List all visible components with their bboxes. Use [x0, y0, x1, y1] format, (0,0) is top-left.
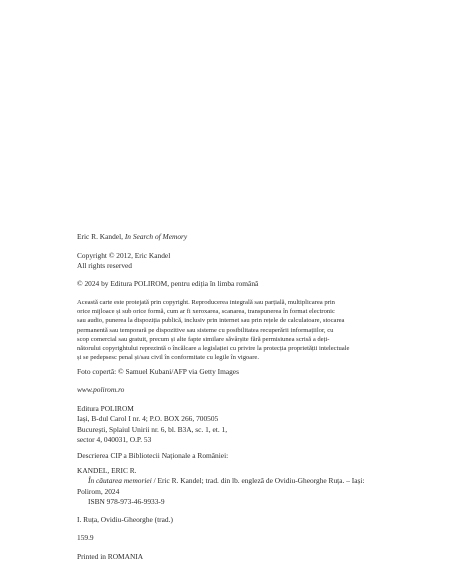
cip-title-rest: / Eric R. Kandel; trad. din lb. engleză de Ovidiu-Gheorghe Ruța. – Iași: — [151, 476, 365, 486]
copyright-line: Copyright © 2012, Eric Kandel — [77, 251, 171, 260]
publisher-address: sector 4, 040031, O.P. 53 — [77, 435, 152, 445]
edition-notice — [77, 279, 395, 289]
publisher-address: București, Splaiul Unirii nr. 6, bl. B3A, sc. 1, et. 1, — [77, 424, 228, 434]
cip-heading — [77, 451, 395, 461]
cip-classification — [77, 533, 395, 543]
legal-line: sau audio, punerea la dispoziția publică, inclusiv prin internet sau prin rețele de calculatoare, stocarea — [77, 317, 345, 325]
publisher-info — [77, 404, 395, 446]
cip-heading-text: Descrierea CIP a Bibliotecii Naționale a României: — [77, 451, 229, 460]
legal-line: orice mijloace și sub orice formă, cum ar fi xeroxarea, scanarea, transpunerea în format electronic — [77, 308, 335, 316]
legal-notice — [77, 298, 395, 362]
copyright-notice — [77, 251, 395, 272]
cip-isbn: ISBN 978-973-46-9933-9 — [88, 497, 165, 507]
publisher-address: Iași, B-dul Carol I nr. 4; P.O. BOX 266, 700505 — [77, 414, 219, 424]
edition-line: © 2024 by Editura POLIROM, pentru ediția în limba română — [77, 279, 259, 288]
publisher-name: Editura POLIROM — [77, 404, 134, 413]
cip-author: KANDEL, ERIC R. — [77, 466, 137, 475]
legal-line: scop comercial sau gratuit, precum și alte fapte similare săvârșite fără permisiunea scrisă a deți- — [77, 335, 330, 343]
translator-line: I. Ruța, Ovidiu-Gheorghe (trad.) — [77, 515, 173, 524]
rights-line: All rights reserved — [77, 261, 133, 271]
book-credit — [77, 232, 395, 242]
printed-in — [77, 552, 395, 562]
cip-record — [77, 466, 395, 508]
original-title: In Search of Memory — [124, 232, 188, 241]
publisher-website — [77, 385, 395, 395]
cip-title-italic: În căutarea memoriei — [88, 476, 152, 486]
legal-line: nătorului copyrightului reprezintă o încălcare a legislației cu privire la protecția proprietății intelectuale — [77, 345, 350, 353]
website-link[interactable]: www.polirom.ro — [77, 385, 125, 394]
legal-line: permanentă sau temporară pe dispozitive sau sisteme cu posibilitatea recuperării informațiilor, cu — [77, 326, 334, 334]
cip-title-continued: Polirom, 2024 — [77, 486, 120, 496]
classification-line: 159.9 — [77, 533, 94, 542]
cip-translator — [77, 515, 395, 525]
legal-line: și se pedepsesc penal și/sau civil în conformitate cu legile în vigoare. — [77, 354, 260, 362]
author-name: Eric R. Kandel, — [77, 232, 123, 241]
cip-title — [77, 476, 395, 486]
cover-photo-line: Foto copertă: © Samuel Kubani/AFP via Getty Images — [77, 367, 239, 376]
cover-photo-credit — [77, 367, 395, 377]
legal-line: Această carte este protejată prin copyright. Reproducerea integrală sau parțială, multiplicarea prin — [77, 299, 335, 306]
printed-line: Printed in ROMANIA — [77, 552, 144, 561]
